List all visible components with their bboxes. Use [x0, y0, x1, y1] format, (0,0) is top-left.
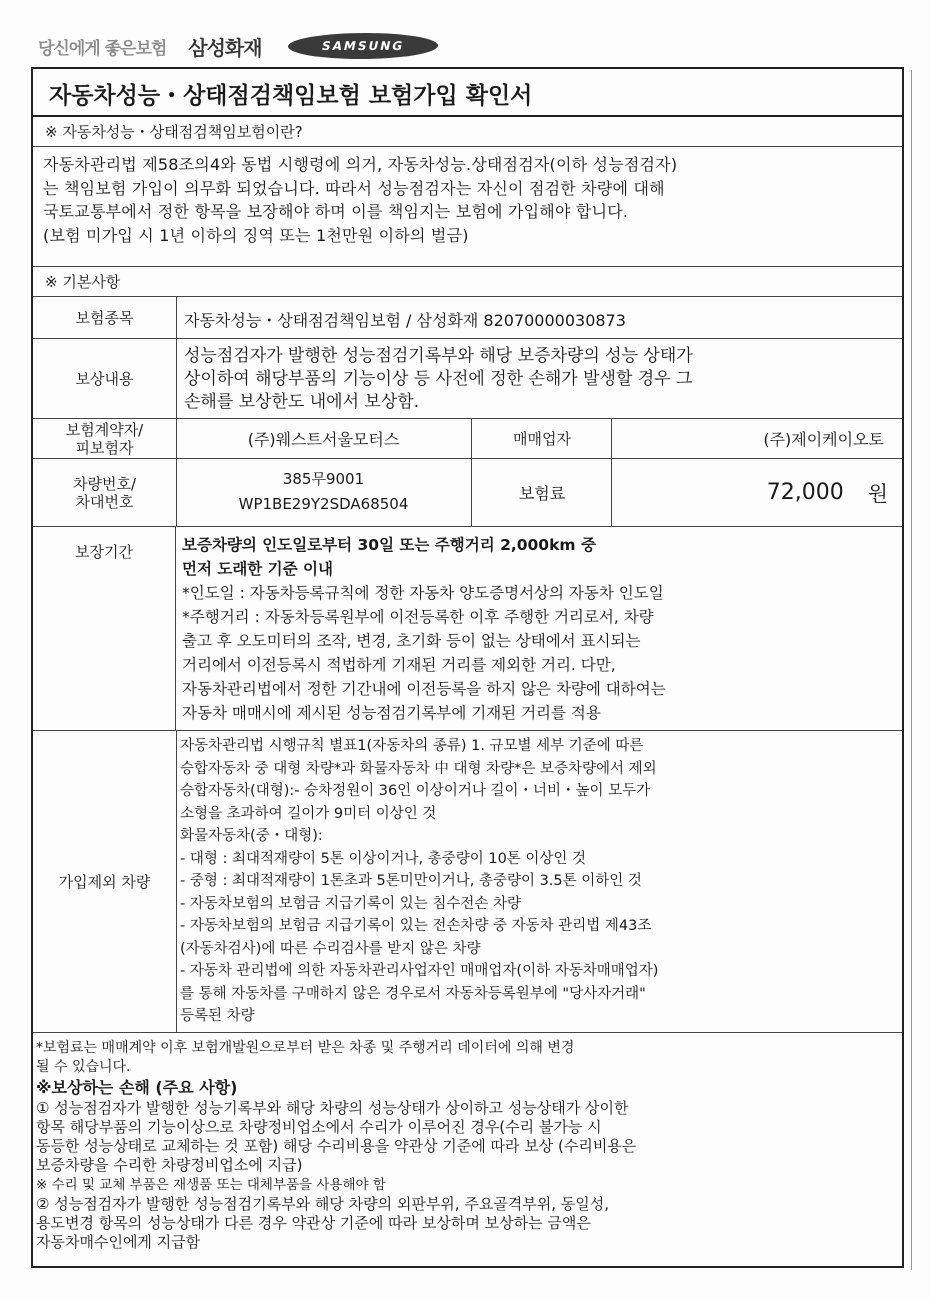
vin-label: 차대번호 — [75, 492, 134, 511]
period-row — [33, 527, 902, 731]
company-name: 삼성화재 — [188, 35, 262, 60]
damage-item-1-line: ① 성능점검자가 발행한 성능기록부와 해당 차량의 성능상태가 상이하고 성능상태가 상이한 — [36, 1099, 629, 1117]
period-line: 자동차관리법에서 정한 기간내에 이전등록을 하지 않은 차량에 대하여는 — [182, 680, 666, 698]
vehicle-number: 385무9001 — [282, 469, 365, 488]
exclusion-label: 가입제외 차량 — [33, 731, 177, 1032]
damage-item-2-line: 자동차매수인에게 지급함 — [36, 1233, 201, 1251]
insurance-type-row — [33, 297, 902, 339]
notes-section — [33, 1035, 902, 1252]
contractor-label-line: 보험계약자/ — [65, 420, 144, 439]
period-line: 보증차량의 인도일로부터 30일 또는 주행거리 2,000km 중 — [182, 536, 596, 554]
exclusion-line: 자동차관리법 시행규칙 별표1(자동차의 종류) 1. 규모별 세부 기준에 따른 — [180, 738, 644, 754]
insurance-type-label: 보험종목 — [33, 297, 177, 338]
exclusion-line: 등록된 차량 — [180, 1008, 255, 1024]
exclusion-line: - 중형 : 최대적재량이 1톤초과 5톤미만이거나, 총중량이 3.5톤 이하인 것 — [180, 873, 642, 889]
intro-line: 국토교통부에서 정한 항목을 보장해야 하며 이를 책임지는 보험에 가입해야 합니다. — [43, 202, 629, 221]
insured-label-line: 피보험자 — [75, 438, 134, 457]
exclusion-text — [180, 735, 898, 1028]
premium-label: 보험료 — [471, 459, 612, 526]
exclusion-line: - 대형 : 최대적재량이 5톤 이상이거나, 총중량이 10톤 이상인 것 — [180, 850, 587, 867]
certificate-form — [31, 67, 904, 1268]
page-title: 자동차성능・상태점검책임보험 보험가입 확인서 — [49, 83, 533, 109]
period-line: *주행거리 : 자동차등록원부에 이전등록한 이후 주행한 거리로서, 차량 — [182, 608, 654, 626]
coverage-line: 성능점검자가 발행한 성능점검기록부와 해당 보증차량의 성능 상태가 — [184, 346, 693, 366]
period-text — [182, 533, 894, 725]
contractor-label — [33, 419, 177, 458]
parts-note: ※ 수리 및 교체 부품은 재생품 또는 대체부품을 사용해야 함 — [36, 1177, 386, 1193]
coverage-text — [184, 345, 894, 414]
contractor-row — [33, 419, 902, 459]
period-line: 출고 후 오도미터의 조작, 변경, 초기화 등이 없는 상태에서 표시되는 — [182, 632, 641, 650]
intro-paragraph — [33, 147, 902, 267]
vehicle-label — [33, 459, 177, 526]
damage-item-2-line: 용도변경 항목의 성능상태가 다른 경우 약관상 기준에 따라 보상하며 보상하는 금액은 — [36, 1214, 591, 1232]
premium-value: 72,000 — [766, 480, 844, 505]
slogan-text: 당신에게 좋은보험 — [38, 38, 167, 59]
samsung-logo: SAMSUNG — [285, 33, 441, 59]
exclusion-line: 승합자동차 중 대형 차량*과 화물자동차 中 대형 차량*은 보증차량에서 제외 — [180, 760, 657, 777]
damage-heading: ※보상하는 손해 (주요 사항) — [36, 1078, 238, 1097]
vin-number: WP1BE29Y2SDA68504 — [238, 494, 409, 513]
damage-item-1-line: 보증차량을 수리한 차량정비업소에 지급) — [36, 1156, 303, 1174]
insurance-type-value: 자동차성능・상태점검책임보험 / 삼성화재 82070000030873 — [184, 311, 626, 330]
exclusion-line: 를 통해 자동차를 구매하지 않은 경우로서 자동차등록원부에 "당사자거래" — [180, 985, 646, 1002]
period-line: *인도일 : 자동차등록규칙에 정한 자동차 양도증명서상의 자동차 인도일 — [182, 584, 664, 602]
period-label: 보장기간 — [33, 527, 176, 730]
damage-item-1-line: 동등한 성능상태로 교체하는 것 포함) 해당 수리비용을 약관상 기준에 따라 보상 (수리비용은 — [36, 1137, 637, 1155]
vehicle-values — [176, 459, 471, 526]
intro-line: 는 책임보험 가입이 의무화 되었습니다. 따라서 성능점검자는 자신이 점검한 차량에 대해 — [43, 178, 665, 198]
exclusion-line: (자동차검사)에 따른 수리검사를 받지 않은 차량 — [180, 940, 481, 957]
intro-heading-text: ※ 자동차성능・상태점검책임보험이란? — [45, 123, 303, 141]
intro-line: 자동차관리법 제58조의4와 동법 시행령에 의거, 자동차성능.상태점검자(이하 성능점검자) — [43, 155, 678, 174]
basic-heading-text: ※ 기본사항 — [45, 273, 121, 291]
vehicle-row — [33, 459, 902, 527]
exclusion-line: 승합자동차(대형):- 승차정원이 36인 이상이거나 길이・너비・높이 모두가 — [180, 783, 651, 799]
premium-note: *보험료는 매매계약 이후 보험개발원으로부터 받은 차종 및 주행거리 데이터에 의해 변경 — [36, 1040, 575, 1056]
period-line: 거리에서 이전등록시 적법하게 기재된 거리를 제외한 거리. 다만, — [182, 656, 616, 674]
premium-unit: 원 — [867, 481, 888, 506]
exclusion-line: 소형을 초과하여 길이가 9미터 이상인 것 — [180, 805, 437, 822]
damage-item-1-line: 항목 해당부품의 기능이상으로 차량정비업소에서 수리가 이루어진 경우(수리 불가능 시 — [36, 1118, 602, 1136]
intro-line: (보험 미가입 시 1년 이하의 징역 또는 1천만원 이하의 벌금) — [43, 225, 469, 245]
period-line: 자동차 매매시에 제시된 성능점검기록부에 기재된 거리를 적용 — [182, 704, 601, 722]
dealer-label: 매매업자 — [471, 419, 612, 458]
exclusion-row — [33, 731, 902, 1033]
premium-amount — [611, 459, 904, 526]
exclusion-line: - 자동차 관리법에 의한 자동차관리사업자인 매매업자(이하 자동차매매업자) — [180, 963, 659, 979]
damage-item-2-line: ② 성능점검자가 발행한 성능점검기록부와 해당 차량의 외판부위, 주요골격부위, 동일성, — [36, 1195, 610, 1213]
basic-heading — [33, 267, 902, 297]
coverage-line: 손해를 보상한도 내에서 보상함. — [184, 392, 420, 412]
exclusion-line: - 자동차보험의 보험금 지급기록이 있는 전손차량 중 자동차 관리법 제43조 — [180, 918, 652, 934]
exclusion-line: 화물자동차(중・대형): — [180, 828, 323, 844]
coverage-line: 상이하여 해당부품의 기능이상 등 사전에 정한 손해가 발생할 경우 그 — [184, 369, 693, 389]
contractor-value: (주)웨스트서울모터스 — [247, 430, 400, 449]
coverage-row — [33, 339, 902, 419]
title-row — [33, 69, 902, 117]
intro-heading — [33, 117, 902, 147]
premium-note-cont: 될 수 있습니다. — [36, 1059, 131, 1075]
vehicle-number-label: 차량번호/ — [72, 474, 136, 493]
exclusion-line: - 자동차보험의 보험금 지급기록이 있는 침수전손 차량 — [180, 895, 522, 912]
page-header — [38, 28, 438, 64]
dealer-value: (주)제이케이오토 — [611, 419, 904, 458]
coverage-label: 보상내용 — [33, 339, 177, 418]
period-line: 먼저 도래한 기준 이내 — [182, 560, 333, 578]
page-edge-divider — [911, 70, 930, 1270]
